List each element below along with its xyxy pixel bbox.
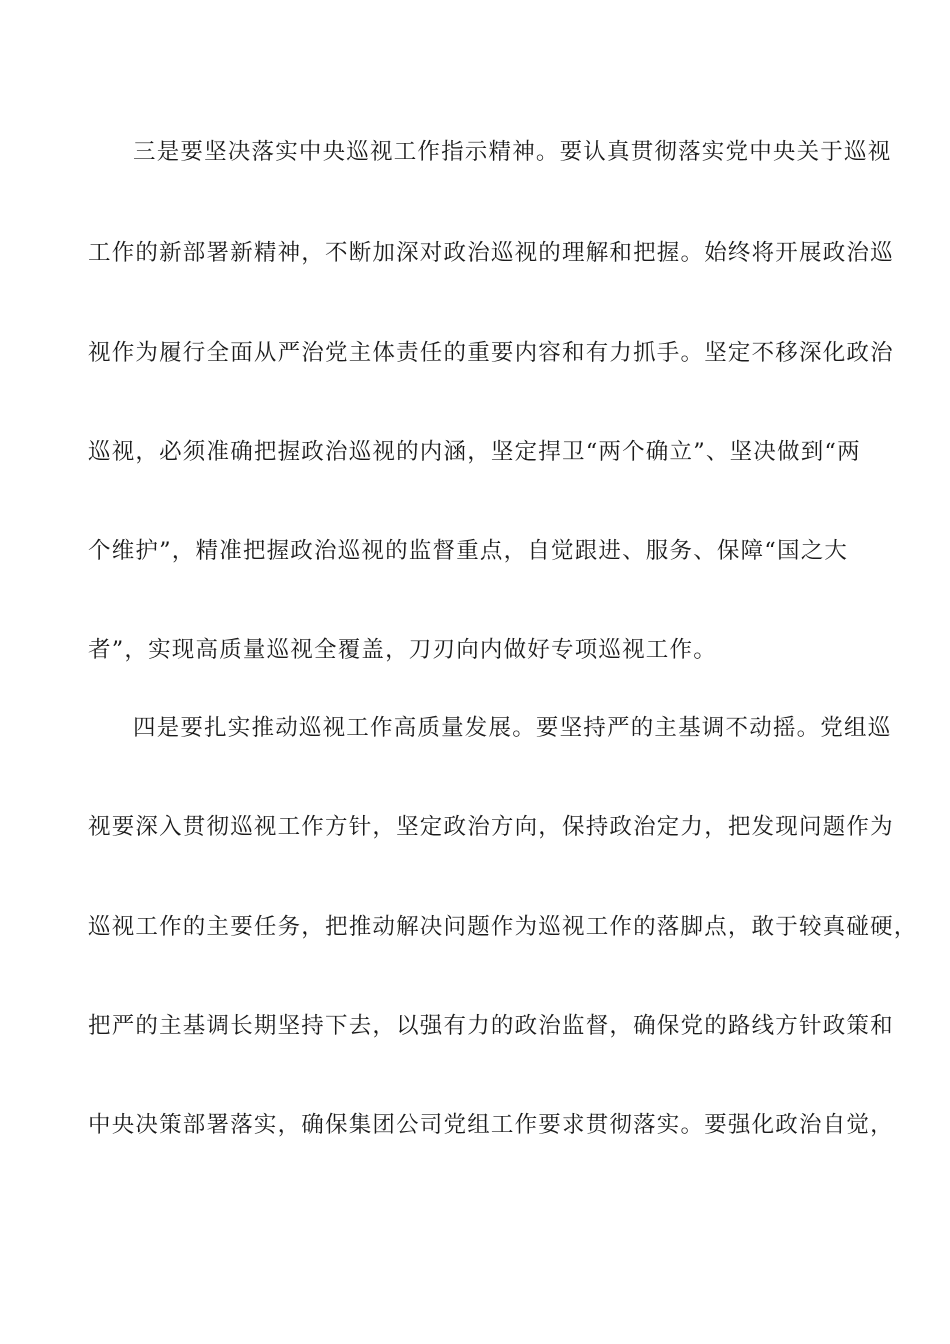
paragraph-line: 把严的主基调长期坚持下去，以强有力的政治监督，确保党的路线方针政策和 — [88, 1013, 894, 1039]
paragraph-line: 者”，实现高质量巡视全覆盖，刀刃向内做好专项巡视工作。 — [88, 637, 717, 663]
paragraph-line: 巡视，必须准确把握政治巡视的内涵，坚定捍卫“两个确立”、坚决做到“两 — [88, 439, 861, 465]
paragraph-line: 巡视工作的主要任务，把推动解决问题作为巡视工作的落脚点，敢于较真碰硬， — [88, 914, 918, 940]
paragraph-line: 个维护”，精准把握政治巡视的监督重点，自觉跟进、服务、保障“国之大 — [88, 538, 849, 564]
paragraph-line: 三是要坚决落实中央巡视工作指示精神。要认真贯彻落实党中央关于巡视 — [133, 139, 892, 165]
paragraph-line: 视要深入贯彻巡视工作方针，坚定政治方向，保持政治定力，把发现问题作为 — [88, 814, 894, 840]
paragraph-line: 视作为履行全面从严治党主体责任的重要内容和有力抓手。坚定不移深化政治 — [88, 340, 894, 366]
paragraph-line: 四是要扎实推动巡视工作高质量发展。要坚持严的主基调不动摇。党组巡 — [133, 715, 892, 741]
paragraph-line: 中央决策部署落实，确保集团公司党组工作要求贯彻落实。要强化政治自觉， — [88, 1112, 894, 1138]
paragraph-line: 工作的新部署新精神，不断加深对政治巡视的理解和把握。始终将开展政治巡 — [88, 240, 894, 266]
